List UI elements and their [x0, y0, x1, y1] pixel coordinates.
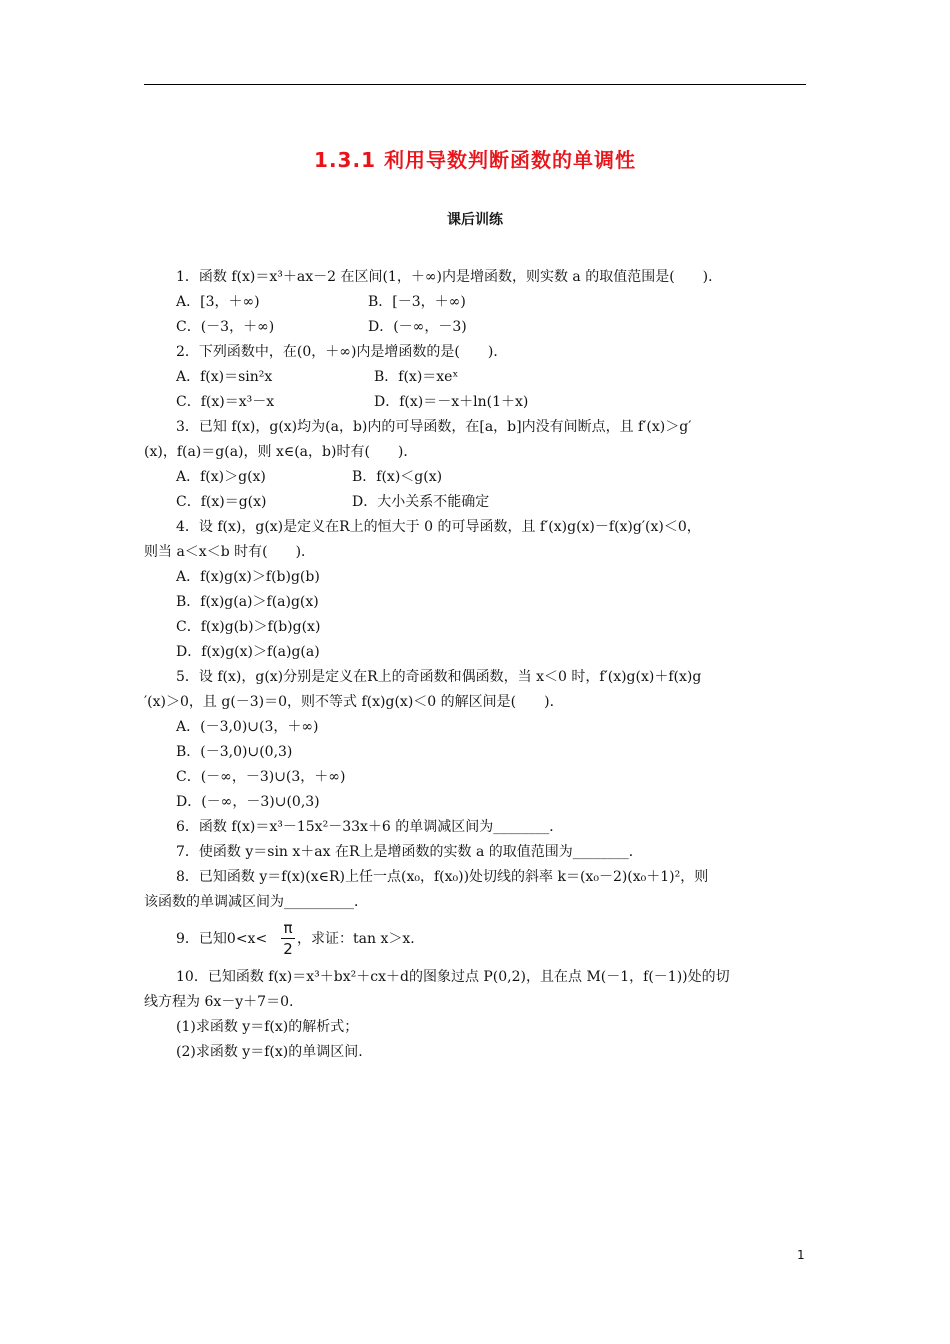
text-line: 6．函数 f(x)＝x³－15x²－33x＋6 的单调减区间为________． — [176, 819, 564, 835]
text-line: B．(－3,0)∪(0,3) — [176, 744, 293, 760]
text-line: C．f(x)＝x³－x — [176, 394, 275, 410]
text-line: (x)，f(a)＝g(a)，则 x∈(a，b)时有( )． — [144, 444, 418, 460]
text-line: (2)求函数 y＝f(x)的单调区间. — [176, 1044, 363, 1060]
text-line: C．f(x)＝g(x) — [176, 494, 267, 510]
text-line: A．[3，＋∞) — [176, 294, 260, 310]
text-line: (1)求函数 y＝f(x)的解析式； — [176, 1019, 359, 1035]
section-subtitle: 课后训练 — [447, 212, 503, 228]
text-line: B．[－3，＋∞) — [368, 294, 466, 310]
text-line: D．f(x)g(x)＞f(a)g(a) — [176, 644, 320, 660]
text-line: B．f(x)＝xeˣ — [374, 369, 459, 385]
text-line: 4．设 f(x)，g(x)是定义在R上的恒大于 0 的可导函数，且 f′(x)g(x)－f(x)g′(x)＜0， — [176, 519, 701, 535]
text-line: 3．已知 f(x)，g(x)均为(a，b)内的可导函数，在[a，b]内没有间断点，且 f′(x)＞g′ — [176, 419, 692, 435]
text-line: D．f(x)＝－x＋ln(1＋x) — [374, 394, 529, 410]
fraction-denominator: 2 — [283, 940, 293, 958]
text-line: 2．下列函数中，在(0，＋∞)内是增函数的是( )． — [176, 344, 508, 360]
text-line: B．f(x)g(a)＞f(a)g(x) — [176, 594, 319, 610]
text-line: 该函数的单调减区间为__________． — [144, 894, 368, 910]
page-number: 1 — [797, 1248, 805, 1262]
pi-over-two-fraction — [281, 919, 295, 958]
text-line: 线方程为 6x－y＋7＝0. — [144, 994, 294, 1010]
text-line: 8．已知函数 y＝f(x)(x∈R)上任一点(x₀，f(x₀))处切线的斜率 k＝(x₀－2)(x₀＋1)²，则 — [176, 869, 709, 885]
text-line: A．f(x)＞g(x) — [176, 469, 266, 485]
text-line: C．f(x)g(b)＞f(b)g(x) — [176, 619, 321, 635]
text-line: D．(－∞，－3)∪(0,3) — [176, 794, 320, 810]
header-rule — [144, 84, 806, 85]
fraction-numerator: π — [283, 919, 293, 937]
text-line: 10．已知函数 f(x)＝x³＋bx²＋cx＋d的图象过点 P(0,2)，且在点 M(－1，f(－1))处的切 — [176, 969, 730, 985]
page-title: 1.3.1 利用导数判断函数的单调性 — [314, 148, 636, 172]
text-line: ，求证：tan x＞x. — [297, 931, 415, 947]
text-line: A．f(x)＝sin²x — [176, 369, 273, 385]
text-line: ′(x)＞0，且 g(－3)＝0，则不等式 f(x)g(x)＜0 的解区间是( )． — [144, 694, 564, 710]
text-line: C．(－∞，－3)∪(3，＋∞) — [176, 769, 346, 785]
fraction-bar — [281, 938, 295, 939]
text-line: 9．已知0<x< — [176, 931, 268, 947]
text-line: 则当 a＜x＜b 时有( )． — [144, 544, 316, 560]
text-line: 5．设 f(x)，g(x)分别是定义在R上的奇函数和偶函数，当 x＜0 时，f′(x)g(x)＋f(x)g — [176, 669, 702, 685]
text-line: D．(－∞，－3) — [368, 319, 467, 335]
text-line: A．f(x)g(x)＞f(b)g(b) — [176, 569, 320, 585]
text-line: B．f(x)＜g(x) — [352, 469, 443, 485]
text-line: A．(－3,0)∪(3，＋∞) — [176, 719, 319, 735]
text-line: D．大小关系不能确定 — [352, 494, 490, 510]
text-line: C．(－3，＋∞) — [176, 319, 275, 335]
text-line: 7．使函数 y＝sin x＋ax 在R上是增函数的实数 a 的取值范围为________． — [176, 844, 643, 860]
text-line: 1．函数 f(x)＝x³＋ax－2 在区间(1，＋∞)内是增函数，则实数 a 的取值范围是( )． — [176, 269, 723, 285]
